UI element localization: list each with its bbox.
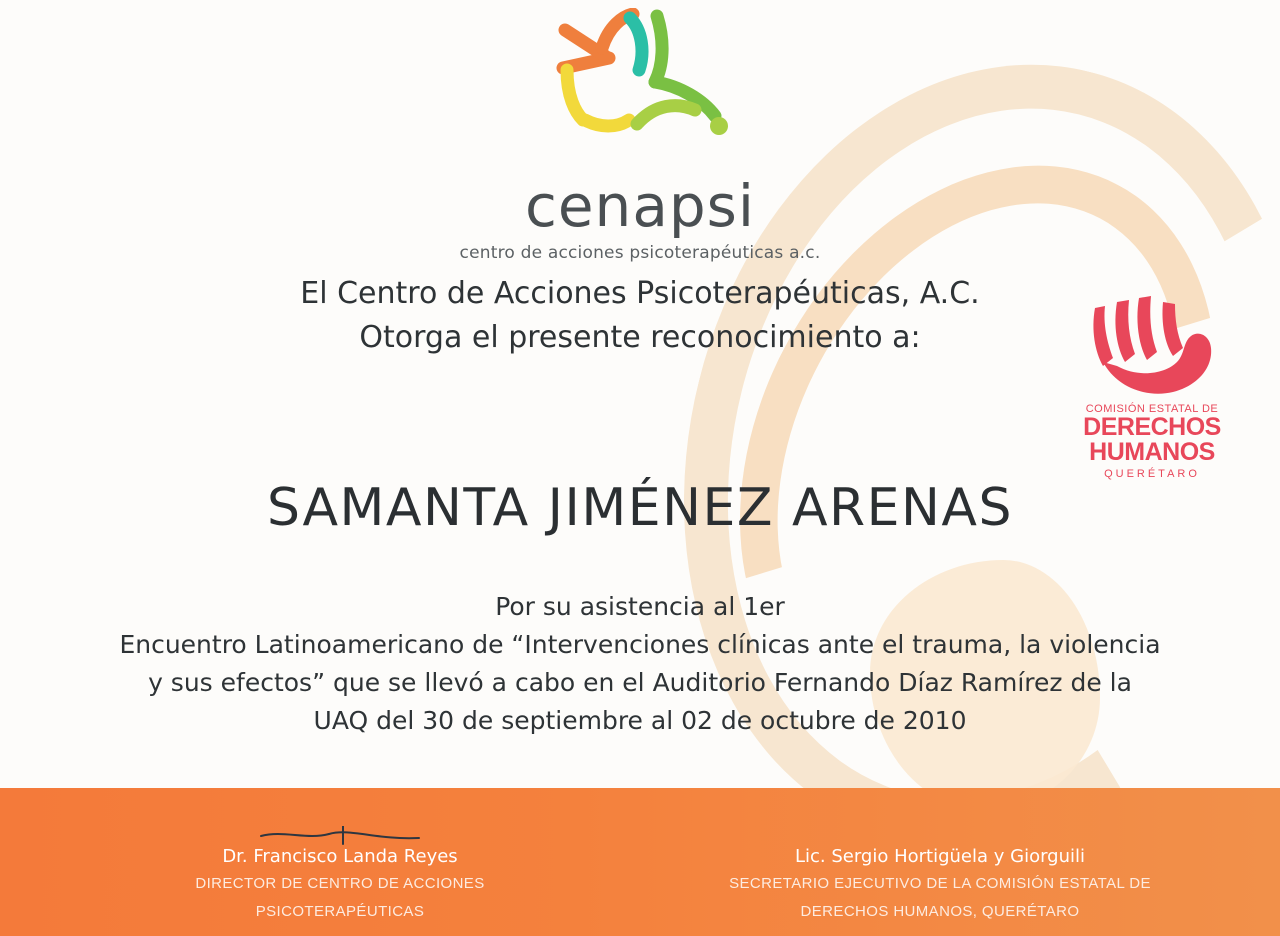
body-line-2: Encuentro Latinoamericano de “Intervenciones clínicas ante el trauma, la violencia: [119, 630, 1161, 659]
signature-role-right-line-2: DERECHOS HUMANOS, QUERÉTARO: [800, 903, 1080, 920]
signature-role-right-line-1: SECRETARIO EJECUTIVO DE LA COMISIÓN ESTATAL DE: [729, 875, 1151, 892]
cedh-line-3: HUMANOS: [1089, 438, 1215, 466]
cenapsi-star-figure-logo-icon: [505, 8, 775, 178]
signature-block-right: [660, 806, 1220, 923]
body-line-3: y sus efectos” que se llevó a cabo en el Auditorio Fernando Díaz Ramírez de la: [148, 668, 1132, 697]
body-line-4: UAQ del 30 de septiembre al 02 de octubre de 2010: [313, 706, 967, 735]
recipient-name: SAMANTA JIMÉNEZ ARENAS: [266, 478, 1014, 538]
signature-role-left-line-1: DIRECTOR DE CENTRO DE ACCIONES: [195, 875, 485, 892]
body-line-1: Por su asistencia al 1er: [495, 592, 785, 621]
footer-bar: [0, 788, 1280, 936]
hand-heart-icon: [1077, 296, 1227, 401]
signature-block-left: [70, 806, 610, 923]
signature-name-right: Lic. Sergio Hortigüela y Giorguili: [794, 846, 1086, 867]
intro-line-2: Otorga el presente reconocimiento a:: [359, 320, 921, 355]
signature-line-left: [255, 826, 425, 848]
signature-name-left: Dr. Francisco Landa Reyes: [222, 846, 458, 867]
logo-tagline: centro de acciones psicoterapéuticas a.c.: [459, 243, 821, 263]
signature-role-left-line-2: PSICOTERAPÉUTICAS: [255, 903, 425, 920]
body-text: [90, 588, 1190, 740]
cedh-logo-block: [1062, 296, 1242, 480]
cenapsi-logo-block: [0, 8, 1280, 263]
cedh-line-4: QUERÉTARO: [1104, 468, 1200, 480]
intro-line-1: El Centro de Acciones Psicoterapéuticas, A.C.: [300, 276, 980, 311]
logo-wordmark: cenapsi: [524, 172, 756, 240]
cedh-line-1: COMISIÓN ESTATAL DE: [1085, 403, 1219, 415]
cedh-line-2: DERECHOS: [1083, 413, 1221, 441]
